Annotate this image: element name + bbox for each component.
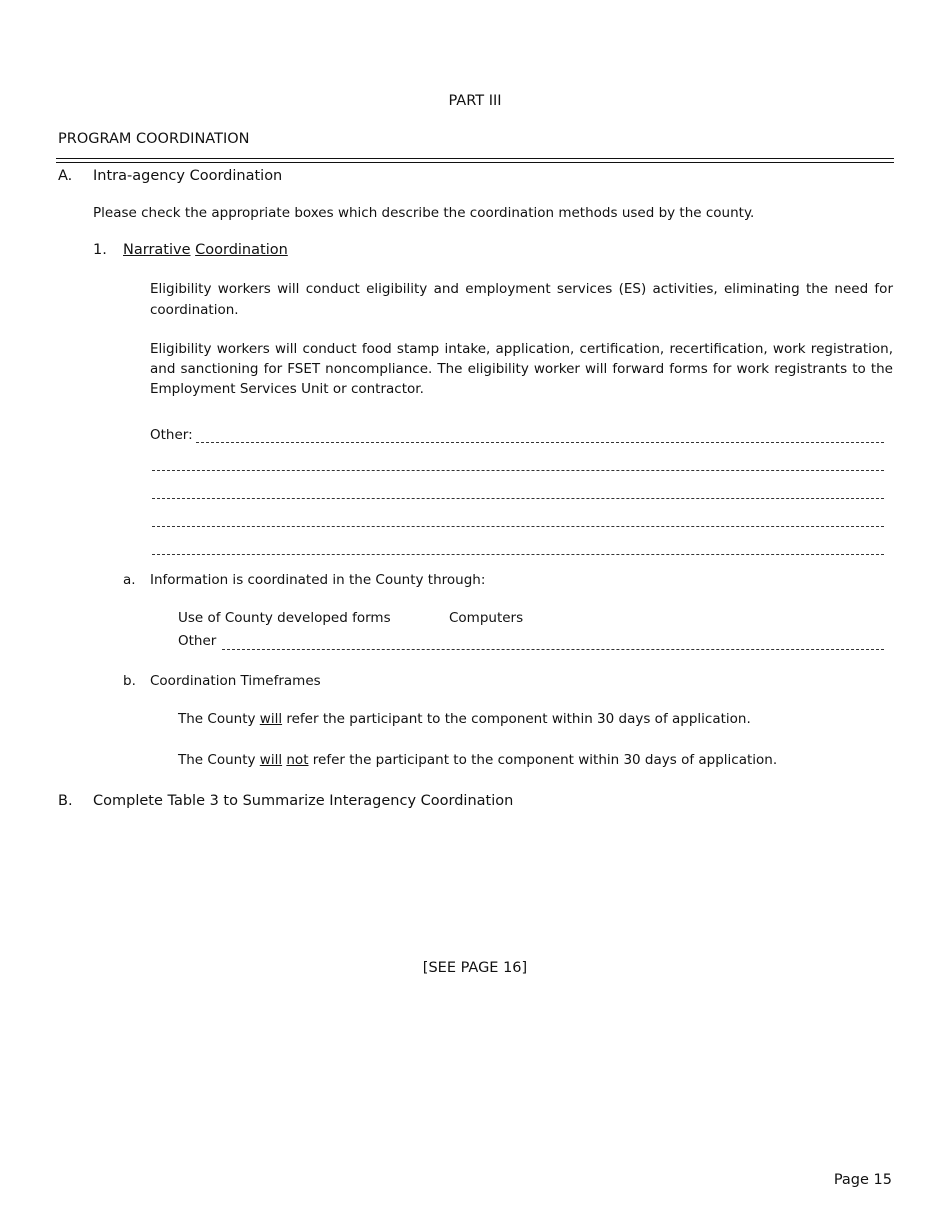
item-1-title [123, 242, 288, 258]
section-a-title: Intra-agency Coordination [93, 168, 283, 184]
other-input-line-3[interactable] [152, 498, 884, 499]
item-1-title-word2: Coordination [195, 242, 288, 258]
timeframe-option-will[interactable] [178, 711, 751, 727]
timeframe-will-post: refer the participant to the component within 30 days of application. [282, 711, 751, 727]
item-a-label: a. [123, 572, 136, 588]
section-a-label: A. [58, 168, 73, 184]
double-rule-top [56, 158, 894, 159]
section-b-title: Complete Table 3 to Summarize Interagency Coordination [93, 793, 514, 809]
other-label: Other: [150, 427, 193, 443]
timeframe-will-pre: The County [178, 711, 260, 727]
page-number: Page 15 [833, 1172, 892, 1188]
timeframe-will-word: will [259, 711, 283, 727]
item-b-label: b. [123, 673, 136, 689]
narrative-option-1[interactable]: Eligibility workers will conduct eligibility and employment services (ES) activities, eliminating the need for coordination. [150, 281, 893, 318]
timeframe-willnot-will: will [259, 752, 283, 768]
item-1-number: 1. [93, 242, 107, 258]
timeframe-willnot-pre: The County [178, 752, 260, 768]
section-heading: PROGRAM COORDINATION [58, 131, 250, 147]
item-b-title: Coordination Timeframes [150, 673, 321, 689]
part-heading: PART III [448, 93, 502, 109]
narrative-option-2[interactable]: Eligibility workers will conduct food stamp intake, application, certification, recertification, work registration, and sanctioning for FSET noncompliance. The eligibility worker will forward forms for work registrants to the Employment Services Unit or contractor. [150, 341, 893, 397]
see-page-note: [SEE PAGE 16] [422, 960, 528, 976]
timeframe-willnot-not: not [286, 752, 309, 768]
other-input-line-2[interactable] [152, 470, 884, 471]
option-computers[interactable]: Computers [449, 610, 524, 626]
other-input-line-5[interactable] [152, 554, 884, 555]
item-a-text: Information is coordinated in the County through: [150, 572, 486, 588]
other-input-line-1[interactable] [196, 442, 884, 443]
instruction-text: Please check the appropriate boxes which describe the coordination methods used by the county. [93, 205, 755, 221]
other-input-line-4[interactable] [152, 526, 884, 527]
timeframe-willnot-post: refer the participant to the component within 30 days of application. [308, 752, 778, 768]
option-other-label: Other [178, 633, 217, 649]
option-county-forms[interactable]: Use of County developed forms [178, 610, 391, 626]
double-rule-bottom [56, 162, 894, 163]
section-b-label: B. [58, 793, 73, 809]
timeframe-option-will-not[interactable] [178, 752, 777, 768]
item-1-title-word1: Narrative [123, 242, 191, 258]
option-other-input-line[interactable] [222, 649, 884, 650]
